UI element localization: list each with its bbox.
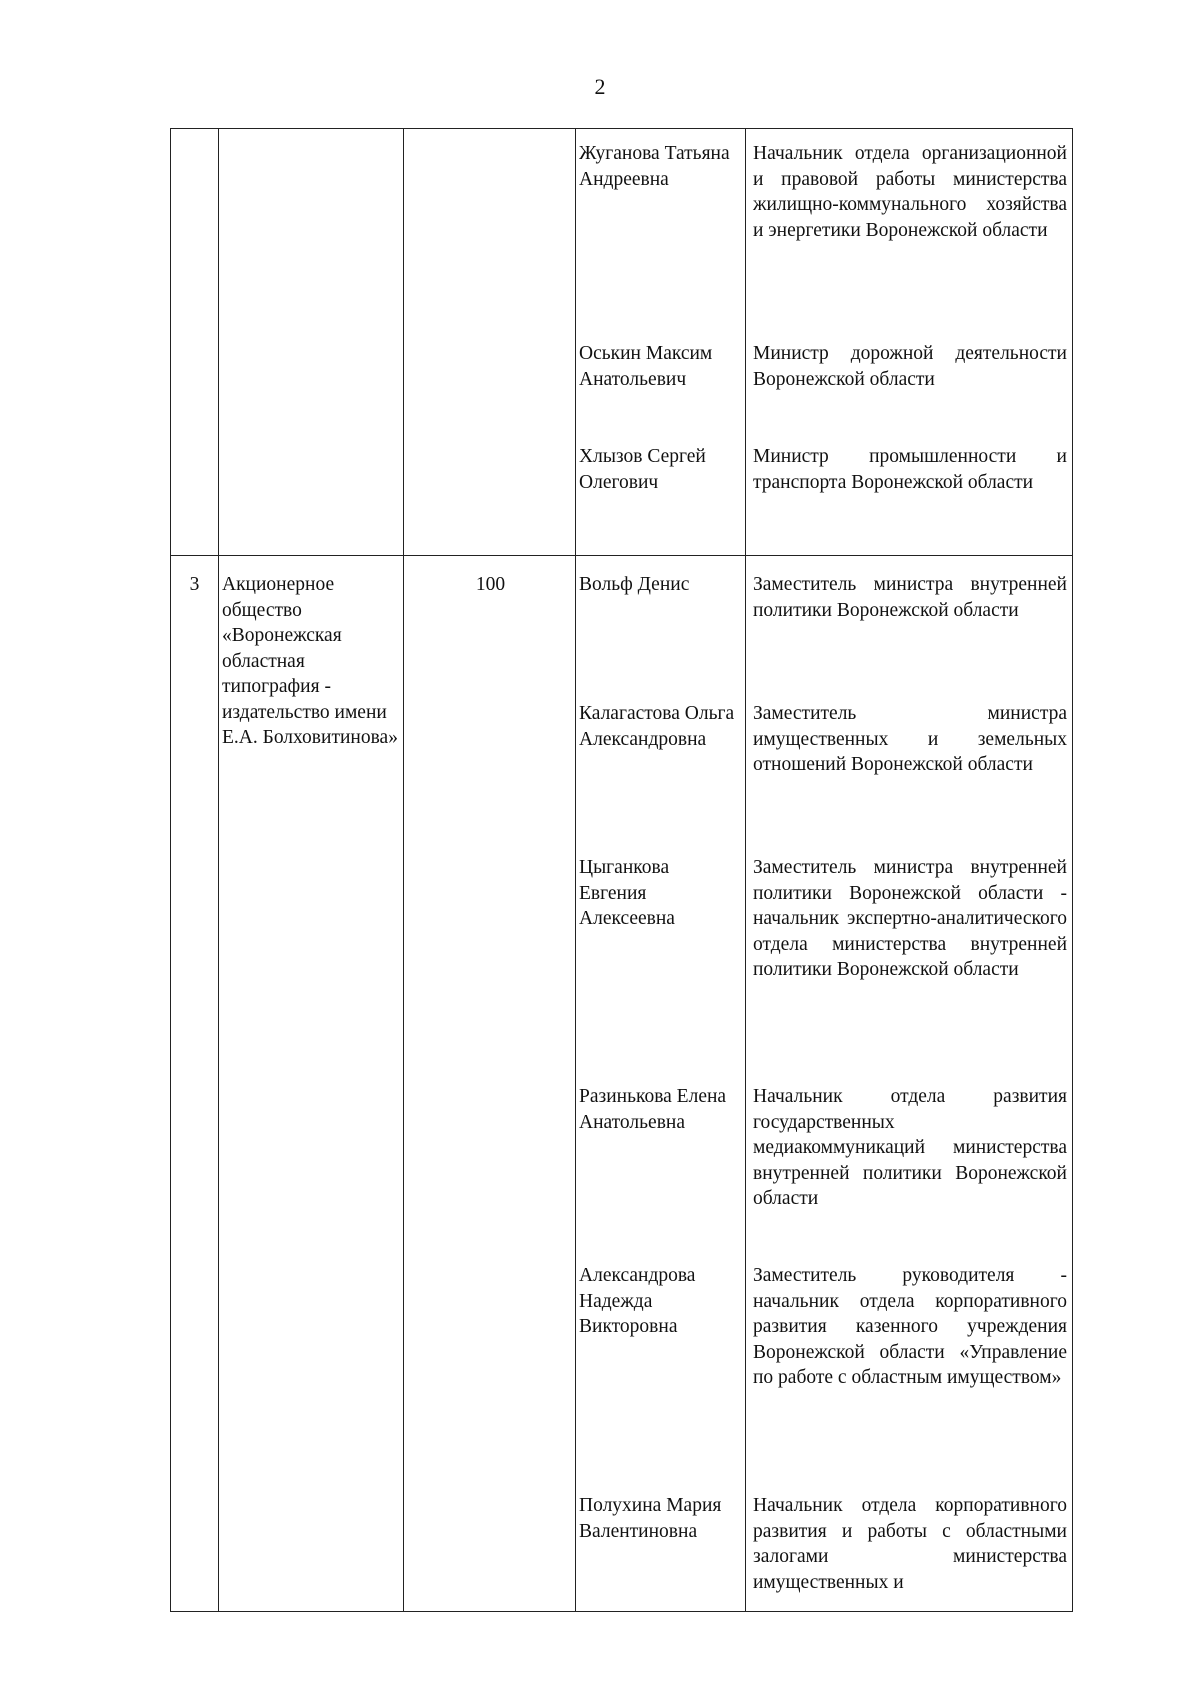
member-name: Вольф Денис bbox=[579, 574, 690, 595]
members-table bbox=[170, 128, 1073, 1612]
column-divider bbox=[403, 129, 404, 1611]
member-position: Заместитель министра внутренней политики Воронежской области bbox=[753, 574, 1067, 621]
member-position: Заместитель министра внутренней политики Воронежской области - начальник экспертно-аналитического отдела министерства внутренней политики Воронежской области bbox=[753, 857, 1067, 980]
row-divider bbox=[171, 555, 1072, 556]
member-name: Александрова Надежда Викторовна bbox=[579, 1265, 696, 1337]
column-divider bbox=[218, 129, 219, 1611]
member-name: Цыганкова Евгения Алексеевна bbox=[579, 857, 675, 929]
member-position: Начальник отдела развития государственных медиакоммуникаций министерства внутренней политики Воронежской области bbox=[753, 1086, 1067, 1209]
member-position: Заместитель руководителя - начальник отдела корпоративного развития казенного учреждения Воронежской области «Управление по работе с областным имуществом» bbox=[753, 1265, 1067, 1388]
row-number: 3 bbox=[189, 574, 200, 595]
member-position: Начальник отдела организационной и правовой работы министерства жилищно-коммунального хозяйства и энергетики Воронежской области bbox=[753, 143, 1067, 241]
member-name: Разинькова Елена Анатольевна bbox=[579, 1086, 727, 1133]
member-name: Оськин Максим Анатольевич bbox=[579, 343, 713, 390]
page-number: 2 bbox=[594, 74, 606, 99]
member-name: Жуганова Татьяна Андреевна bbox=[579, 143, 730, 190]
member-name: Калагастова Ольга Александровна bbox=[579, 703, 735, 750]
member-position: Начальник отдела корпоративного развития и работы с областными залогами министерства имущественных и bbox=[753, 1495, 1067, 1593]
column-divider bbox=[745, 129, 746, 1611]
member-name: Полухина Мария Валентиновна bbox=[579, 1495, 722, 1542]
state-share: 100 bbox=[475, 574, 506, 595]
member-position: Министр промышленности и транспорта Воронежской области bbox=[753, 446, 1067, 493]
column-divider bbox=[575, 129, 576, 1611]
organization-name: Акционерное общество «Воронежская областная типография - издательство имени Е.А. Болховитинова» bbox=[222, 574, 398, 748]
member-position: Заместитель министра имущественных и земельных отношений Воронежской области bbox=[753, 703, 1067, 775]
member-name: Хлызов Сергей Олегович bbox=[579, 446, 706, 493]
member-position: Министр дорожной деятельности Воронежской области bbox=[753, 343, 1067, 390]
